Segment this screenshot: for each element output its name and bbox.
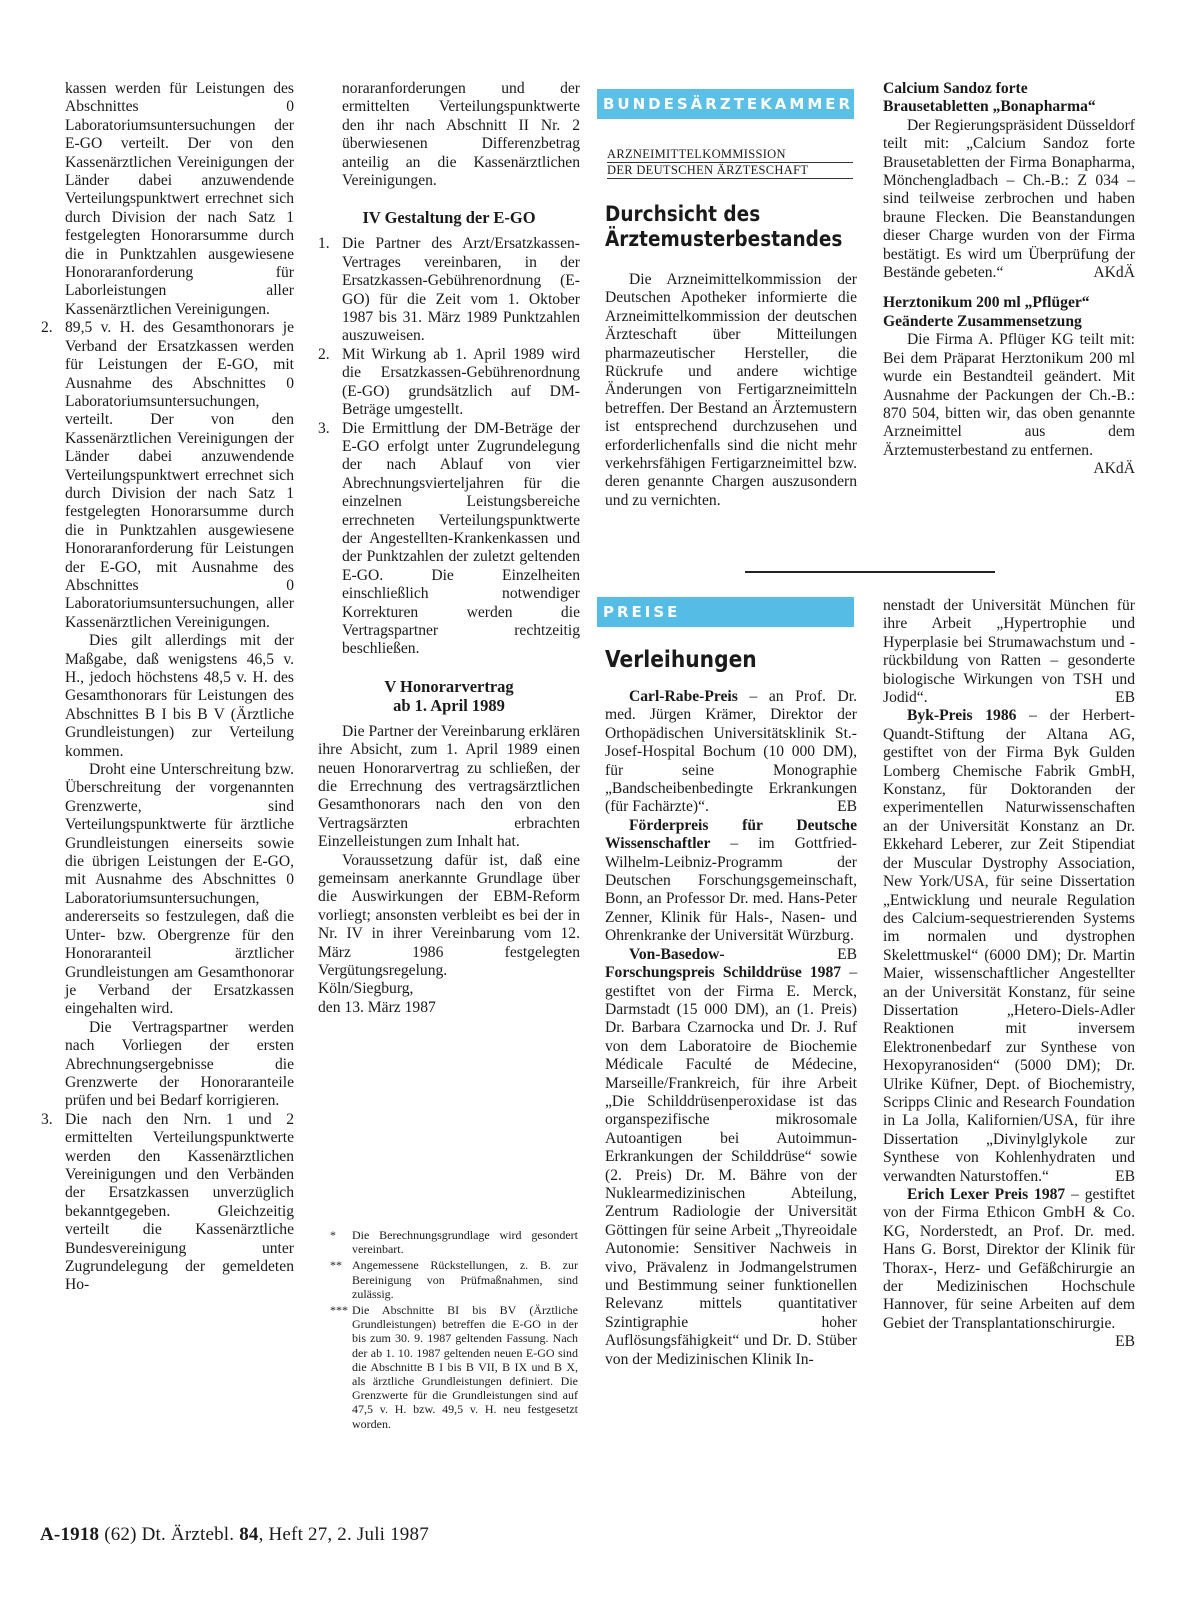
headline-line: Verleihungen bbox=[605, 647, 757, 673]
notice-heading: Geänderte Zusammensetzung bbox=[883, 312, 1082, 330]
column-2 bbox=[318, 80, 580, 1017]
preise-body bbox=[605, 688, 857, 1369]
journal-issue: , Heft 27, 2. Juli 1987 bbox=[258, 1524, 429, 1545]
award-entry bbox=[605, 946, 857, 1369]
kicker bbox=[607, 147, 853, 179]
award-entry bbox=[605, 688, 857, 817]
notice-heading: Brausetabletten „Bonapharma“ bbox=[883, 98, 1096, 116]
list-item bbox=[41, 1111, 294, 1295]
column-1 bbox=[41, 80, 294, 1295]
paragraph: Mit Wirkung ab 1. April 1989 wird die Ersatzkassen-Gebührenordnung (E-GO) grundsätzlich auf DM-Beträge umgestellt. bbox=[342, 345, 580, 419]
list-number: 2. bbox=[318, 345, 330, 363]
section-bar-label: PREISE bbox=[603, 603, 681, 621]
kicker-line: ARZNEIMITTELKOMMISSION bbox=[607, 147, 853, 163]
footnotes bbox=[330, 1228, 578, 1433]
section-heading: V Honorarvertrag bbox=[384, 676, 514, 696]
award-name: Erich Lexer Preis 1987 bbox=[907, 1186, 1066, 1203]
footnote bbox=[330, 1303, 578, 1431]
journal-volume: 84 bbox=[239, 1524, 259, 1545]
footnote bbox=[330, 1258, 578, 1301]
list-item bbox=[41, 319, 294, 1110]
paragraph: noraranforderungen und der ermittelten Verteilungspunktwerte den ihr nach Abschnitt II Nr. 2 überwiesenen Differenzbetrag anteilig an die Kassenärztlichen Vereinigungen. bbox=[342, 80, 580, 190]
paragraph bbox=[883, 331, 1135, 478]
section-bar-bundesaerztekammer bbox=[597, 89, 854, 119]
paragraph bbox=[883, 597, 1135, 707]
footnote bbox=[330, 1228, 578, 1256]
list-number: 3. bbox=[318, 419, 330, 437]
award-text: – der Herbert-Quandt-Stiftung der Altana AG, gestiftet von der Firma Byk Gulden Lomberg Chemische Fabrik GmbH, Konstanz, für Doktoranden der experimentellen Naturwissenschaften an der Universität Konstanz an Dr. Ekkehard Leberer, zur Zeit Stipendiat der Muscular Dystrophy Association, New York/USA, für seine Dissertation „Entwicklung und neurale Regulation des Calcium-sequestrierenden Systems im normalen und dystrophen Skelettmuskel“ (6000 DM); Dr. Martin Maier, wissenschaftlicher Angestellter an der Universität Konstanz, für seine Dissertation „Hetero-Diels-Adler Reaktionen mit inversem Elektronenbedarf zur Synthese von Hexopyranosiden“ (5000 DM); Dr. Ulrike Küfner, Dept. of Biochemistry, Scripps Clinic and Research Foundation in La Jolla, Kalifornien/USA, für ihre Dissertation „Divinylglykole zur Synthese von Kohlenhydraten und verwandten Naturstoffen.“ bbox=[883, 707, 1135, 1185]
paragraph: Voraussetzung dafür ist, daß eine gemeinsam anerkannte Grundlage über die Auswirkungen der EBM-Reform vorliegt; ansonsten verbleibt es bei der in Nr. IV in ihrer Vereinbarung vom 12. März 1986 festgelegten Vergütungsregelung. bbox=[318, 851, 580, 980]
notice-text: Der Regierungspräsident Düsseldorf teilt mit: „Calcium Sandoz forte Brausetabletten der Firma Bonapharma, Mönchengladbach – Ch.-B.: Z 034 – sind teilweise zerbrochen und haben braune Flecken. Die Beanstandungen dieser Charge wurden von der Firma bestätigt. Es wird um Überprüfung der Bestände gebeten.“ bbox=[883, 116, 1135, 282]
award-text: – gestiftet von der Firma Ethicon GmbH & Co. KG, Norderstedt, an Prof. Dr. med. Hans G. Borst, Direktor der Klinik für Thorax-, Herz- und Gefäßchirurgie an der Medizinischen Hochschule Hannover, für seine Arbeiten auf dem Gebiet der Transplantationschirurgie. bbox=[883, 1186, 1135, 1332]
section-bar-preise bbox=[597, 597, 854, 627]
page-number: A-1918 bbox=[40, 1524, 100, 1545]
article-body bbox=[605, 271, 857, 510]
award-text: – an Prof. Dr. med. Jürgen Krämer, Direktor der Orthopädischen Universitätsklinik St.-Josef-Hospital Bochum (10 000 DM), für seine Monographie „Bandscheibenbedingte Erkrankungen (für Fachärzte)“. bbox=[605, 688, 857, 816]
footnote-marker: * bbox=[330, 1228, 336, 1242]
paragraph: Die Partner des Arzt/Ersatzkassen-Vertrages vereinbaren, in der Ersatzkassen-Gebührenordnung (E-GO) für die Zeit vom 1. Oktober 1987 bis 31. März 1989 Punktzahlen auszuweisen. bbox=[342, 235, 580, 345]
award-name: Carl-Rabe-Preis bbox=[629, 688, 738, 705]
article-headline bbox=[605, 648, 834, 673]
award-entry bbox=[883, 1186, 1135, 1351]
paragraph: Die Partner der Vereinbarung erklären ihre Absicht, zum 1. April 1989 einen neuen Honorarvertrag zu schließen, der die Errechnung des vertragsärztlichen Gesamthonorars nach den von den Vertragsärzten erbrachten Einzelleistungen zum Inhalt hat. bbox=[318, 722, 580, 851]
award-text: – im Gottfried-Wilhelm-Leibniz-Programm der Deutschen Forschungsgemeinschaft, Bonn, an Professor Dr. med. Hans-Peter Zenner, Klinik für Hals-, Nasen- und Ohrenkranke der Universität Würzburg. bbox=[605, 835, 857, 945]
signature: AKdÄ bbox=[1093, 264, 1135, 282]
headline-line: Ärztemusterbestandes bbox=[605, 227, 843, 251]
list-number: 1. bbox=[318, 235, 330, 253]
award-entry bbox=[605, 816, 857, 963]
list-item bbox=[318, 420, 580, 659]
paragraph: Droht eine Unterschreitung bzw. Überschreitung der vorgenannten Grenzwerte, sind Verteilungspunktwerte für ärztliche Grundleistungen einerseits sowie die übrigen Leistungen der E-GO, mit Ausnahme des Abschnittes 0 Laboratoriumsuntersuchungen, andererseits so festzulegen, daß die Unter- bzw. Obergrenze für den Honoraranteil ärztlicher Grundleistungen am Gesamthonorar je Verband der Ersatzkassen eingehalten wird. bbox=[65, 761, 294, 1018]
footnote-marker: ** bbox=[330, 1258, 342, 1273]
section-heading: IV Gestaltung der E-GO bbox=[362, 208, 536, 228]
column-4-top bbox=[883, 80, 1135, 479]
notice-text: Die Firma A. Pflüger KG teilt mit: Bei dem Präparat Herztonikum 200 ml wurde ein Bestandteil geändert. Mit Ausnahme der Packungen der Ch.-B.: 870 504, bitten wir, das oben genannte Arzneimittel aus dem Ärztemusterbestand zu entfernen. bbox=[883, 331, 1135, 459]
award-name: Byk-Preis 1986 bbox=[907, 707, 1017, 725]
signature: EB bbox=[1115, 689, 1135, 707]
kicker-line: DER DEUTSCHEN ÄRZTESCHAFT bbox=[607, 163, 853, 179]
award-entry bbox=[883, 707, 1135, 1186]
list-number: 2. bbox=[41, 319, 53, 337]
footnote-text: Angemessene Rückstellungen, z. B. zur Bereinigung von Prüfmaßnahmen, sind zulässig. bbox=[352, 1258, 578, 1301]
award-text: – gestiftet von der Firma E. Merck, Darmstadt (15 000 DM), an (1. Preis) Dr. Barbara Czarnocka und Dr. J. Ruf von dem Laboratoire de Biochemie Médicale Faculté de Médecine, Marseille/Frankreich, für ihre Arbeit „Die Schilddrüsenperoxidase ist das organspezifische mikrosomale Autoantigen bei Autoimmun-Erkrankungen der Schilddrüse“ sowie (2. Preis) Dr. M. Bähre von der Nuklearmedizinischen Abteilung, Zentrum Radiologie der Universität Göttingen für seine Arbeit „Thyreoidale Autonomie: Sensitiver Nachweis in vivo, Prävalenz in Jodmangelstrumen und Bestimmung seiner funktionellen Relevanz mittels quantitativer Szintigraphie hoher Auflösungsfähigkeit“ und Dr. D. Stüber von der Medizinischen Klinik In- bbox=[605, 964, 857, 1368]
paragraph: Die nach den Nrn. 1 und 2 ermittelten Verteilungspunktwerte werden den Kassenärztlichen Vereinigungen und den Verbänden der Ersatzkassen unverzüglich bekanntgegeben. Gleichzeitig verteilt die Kassenärztliche Bundesvereinigung unter Zugrundelegung der gemeldeten Ho- bbox=[65, 1110, 294, 1294]
footnote-text: Die Abschnitte BI bis BV (Ärztliche Grundleistungen) betreffen die E-GO in der bis zum 30. 9. 1987 geltenden Fassung. Nach der ab 1. 10. 1987 geltenden neuen E-GO sind die Abschnitte B I bis B VII, B IX und B X, als ärztliche Grundleistungen definiert. Die Grenzwerte für die Grundleistungen sind auf 47,5 v. H. bzw. 49,5 v. H. neu festgesetzt worden. bbox=[352, 1303, 578, 1431]
signature: EB bbox=[837, 945, 857, 963]
award-name: Förderpreis für Deutsche Wissenschaftler bbox=[605, 816, 857, 853]
paragraph: kassen werden für Leistungen des Abschnittes 0 Laboratoriumsuntersuchungen der E-GO verteilt. Der von den Kassenärztlichen Vereinigungen der Länder dabei anzuwendende Verteilungspunktwert errechnet sich durch Division der nach Satz 1 festgelegten Honorarsumme durch die in Punktzahlen ausgewiesene Honoraranforderung für Laborleistungen aller Kassenärztlichen Vereinigungen. bbox=[65, 80, 294, 318]
place: Köln/Siegburg, bbox=[318, 980, 414, 998]
paragraph: Die Arzneimittelkommission der Deutschen Apotheker informierte die Arzneimittelkommission der deutschen Ärzteschaft über Mitteilungen pharmazeutischer Hersteller, die Rückrufe und andere wichtige Änderungen von Fertigarzneimitteln betreffen. Der Bestand an Ärztemustern ist entsprechend durchzusehen und erforderlichenfalls sind die nicht mehr verkehrsfähigen Fertigarzneimittel bzw. deren genannte Chargen auszusondern und zu vernichten. bbox=[605, 271, 857, 509]
award-text: nenstadt der Universität München für ihre Arbeit „Hypertrophie und Hyperplasie bei Strumawachstum und -rückbildung von Ratten – gesonderte biologische Wirkungen von TSH und Jodid“. bbox=[883, 597, 1135, 707]
list-number: 3. bbox=[41, 1110, 53, 1128]
journal-citation: (62) Dt. Ärztebl. bbox=[104, 1524, 240, 1545]
list-item bbox=[318, 346, 580, 420]
signature: AKdÄ bbox=[1093, 460, 1135, 478]
footnote-text: Die Berechnungsgrundlage wird gesondert vereinbart. bbox=[352, 1228, 578, 1257]
paragraph: Die Ermittlung der DM-Beträge der E-GO erfolgt unter Zugrundelegung der nach Ablauf von vier Abrechnungsvierteljahren für die einzelnen Leistungsbereiche errechneten Verteilungspunktwerte der Angestellten-Krankenkassen und der Punktzahlen der zuletzt geltenden E-GO. Die Einzelheiten einschließlich notwendiger Korrekturen werden die Vertragspartner rechtzeitig beschließen. bbox=[342, 419, 580, 658]
list-item bbox=[318, 235, 580, 345]
footnote-marker: *** bbox=[330, 1303, 348, 1318]
section-heading: ab 1. April 1989 bbox=[393, 695, 505, 715]
paragraph: 89,5 v. H. des Gesamthonorars je Verband der Ersatzkassen werden für Leistungen der E-GO, mit Ausnahme des Abschnittes 0 Laboratoriumsuntersuchungen, verteilt. Der von den Kassenärztlichen Vereinigungen der Länder dabei anzuwendende Verteilungspunktwert errechnet sich durch Division der nach Satz 1 festgelegten Honorarsumme durch die in Punktzahlen ausgewiesene Honoraranforderung für Leistungen der E-GO, mit Ausnahme des Abschnittes 0 Laboratoriumsuntersuchungen, aller Kassenärztlichen Vereinigungen. bbox=[65, 319, 294, 631]
award-name: Von-Basedow-Forschungspreis Schilddrüse 1987 bbox=[605, 945, 842, 982]
column-4-bottom bbox=[883, 597, 1135, 1352]
signature: EB bbox=[837, 798, 857, 816]
notice-heading: Herztonikum 200 ml „Pflüger“ bbox=[883, 294, 1090, 312]
section-bar-label: BUNDESÄRZTEKAMMER bbox=[603, 95, 854, 113]
divider bbox=[745, 571, 995, 573]
article-headline bbox=[605, 202, 860, 252]
page-footer bbox=[40, 1524, 429, 1546]
paragraph bbox=[883, 117, 1135, 283]
paragraph: Die Vertragspartner werden nach Vorliegen der ersten Abrechnungsergebnisse die Grenzwerte der Honoraranteile prüfen und bei Bedarf korrigieren. bbox=[65, 1018, 294, 1110]
headline-line: Durchsicht des bbox=[605, 202, 761, 226]
paragraph: Dies gilt allerdings mit der Maßgabe, daß wenigstens 46,5 v. H., jedoch höchstens 48,5 v. H. des Gesamthonorars für Leistungen des Abschnittes B I bis B V (Ärztliche Grundleistungen) zur Verteilung kommen. bbox=[65, 632, 294, 760]
notice-heading: Calcium Sandoz forte bbox=[883, 80, 1028, 97]
signature: EB bbox=[1115, 1333, 1135, 1351]
signature: EB bbox=[1115, 1167, 1135, 1185]
date: den 13. März 1987 bbox=[318, 998, 436, 1016]
